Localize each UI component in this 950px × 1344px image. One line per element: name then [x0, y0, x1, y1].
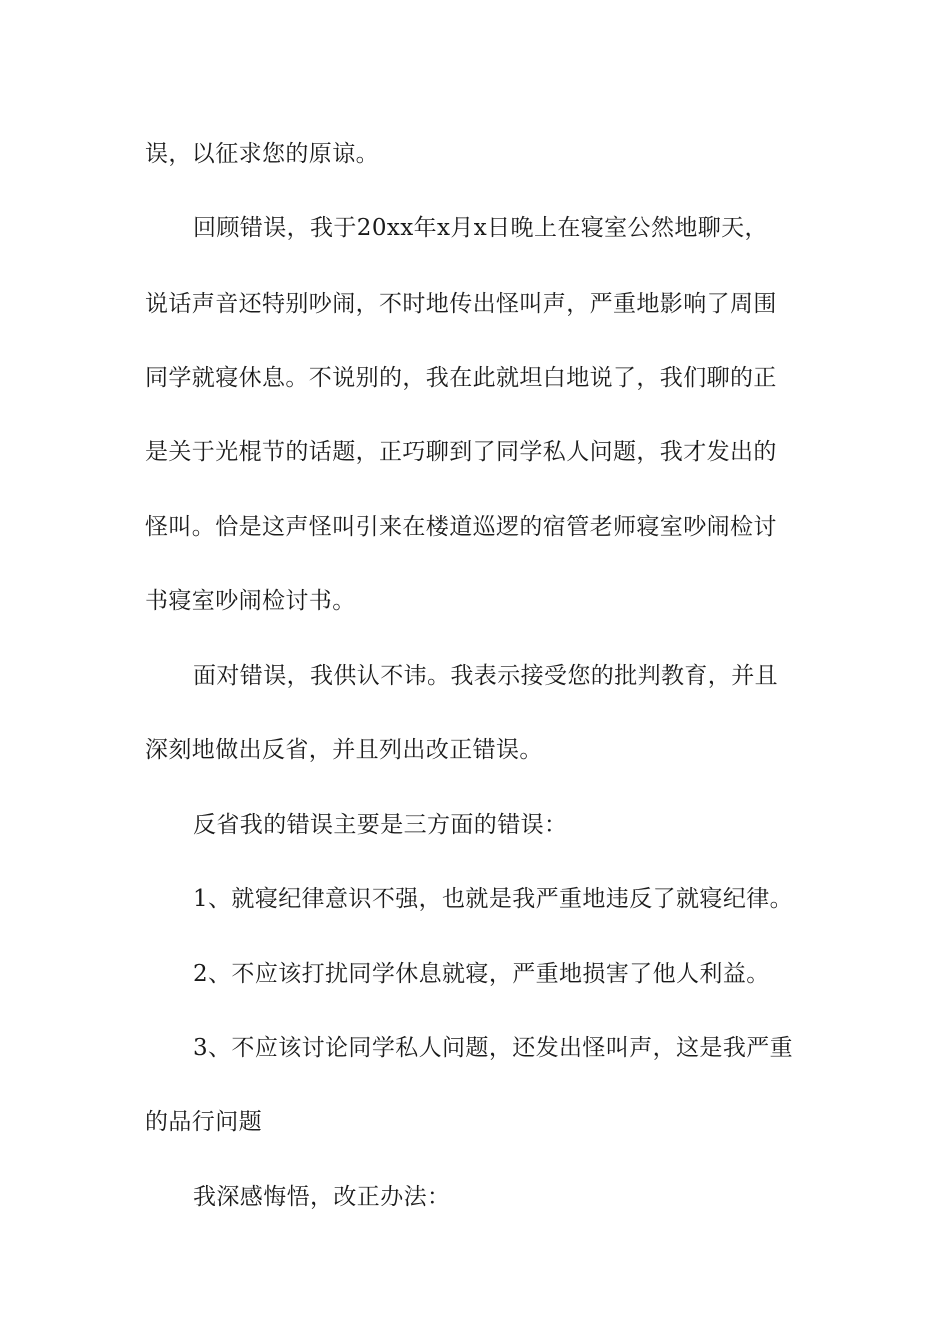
paragraph-start-line: 我深感悔悟，改正办法： [193, 1184, 451, 1210]
text-line: 怪叫。恰是这声怪叫引来在楼道巡逻的宿管老师寝室吵闹检讨 [145, 514, 777, 540]
text-line: 同学就寝休息。不说别的，我在此就坦白地说了，我们聊的正 [145, 365, 777, 391]
text-line: 的品行问题 [145, 1109, 262, 1135]
text-line: 说话声音还特别吵闹，不时地传出怪叫声，严重地影响了周围 [145, 291, 777, 317]
text-line: 误，以征求您的原谅。 [145, 141, 379, 167]
list-item-3: 3、不应该讨论同学私人问题，还发出怪叫声，这是我严重 [193, 1035, 794, 1061]
list-item-2: 2、不应该打扰同学休息就寝，严重地损害了他人利益。 [193, 961, 770, 987]
paragraph-start-line: 面对错误，我供认不讳。我表示接受您的批判教育，并且 [193, 663, 778, 689]
text-line: 深刻地做出反省，并且列出改正错误。 [145, 737, 543, 763]
list-item-1: 1、就寝纪律意识不强，也就是我严重地违反了就寝纪律。 [193, 886, 794, 912]
paragraph-start-line: 回顾错误，我于20xx年x月x日晚上在寝室公然地聊天， [193, 215, 768, 241]
text-line: 书寝室吵闹检讨书。 [145, 588, 356, 614]
paragraph-start-line: 反省我的错误主要是三方面的错误： [193, 812, 568, 838]
text-line: 是关于光棍节的话题，正巧聊到了同学私人问题，我才发出的 [145, 439, 777, 465]
